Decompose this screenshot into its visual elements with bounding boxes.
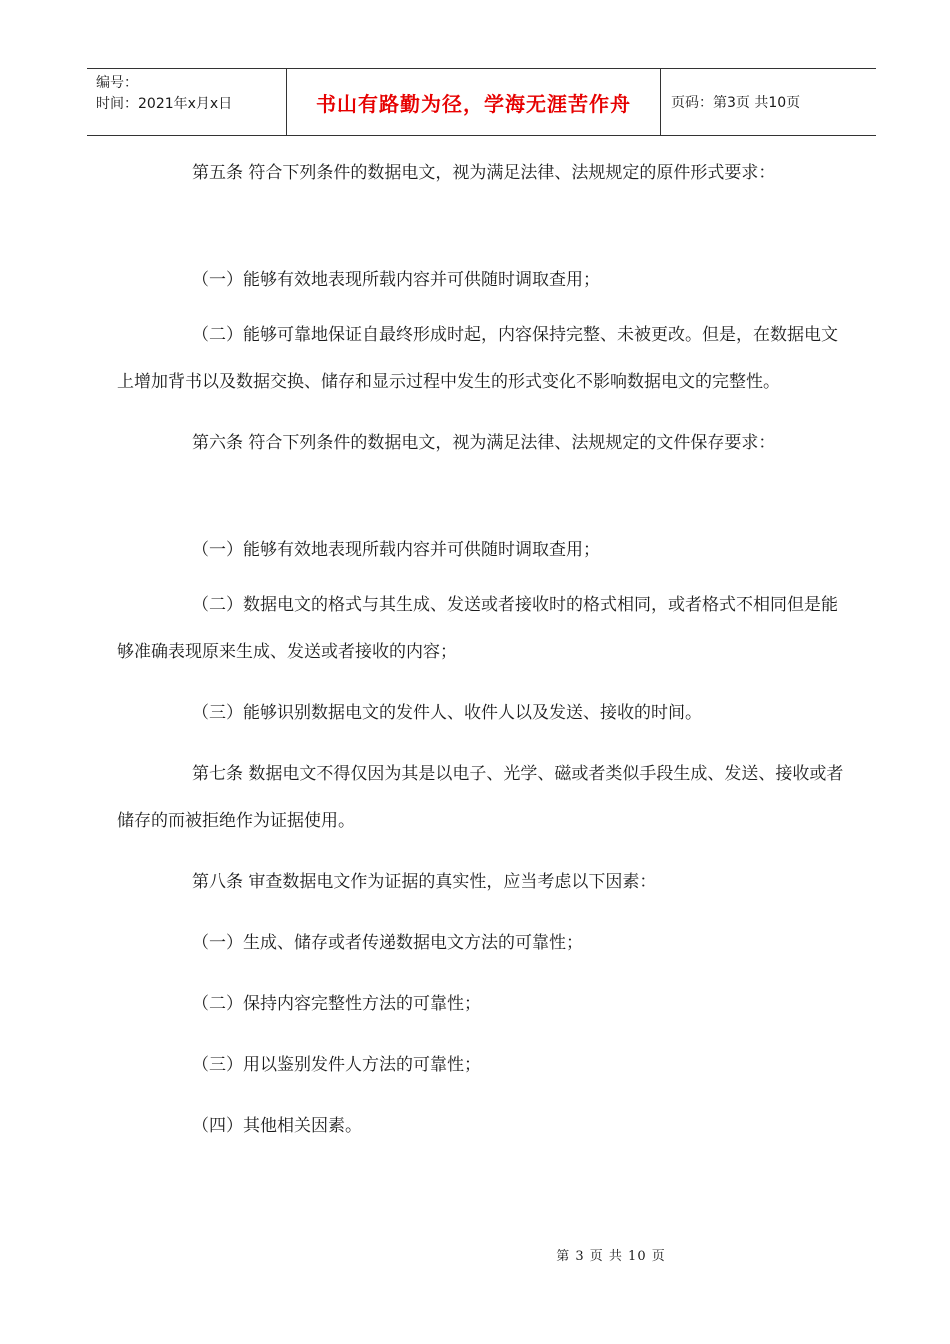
page-footer (0, 1245, 950, 1264)
article-6-item-3: （三）能够识别数据电文的发件人、收件人以及发送、接收的时间。 (192, 703, 702, 723)
article-8-item-3: （三）用以鉴别发件人方法的可靠性； (192, 1055, 481, 1075)
article-5-item-2: （二）能够可靠地保证自最终形成时起，内容保持完整、未被更改。但是，在数据电文上增加背书以及数据交换、储存和显示过程中发生的形式变化不影响数据电文的完整性。 (117, 325, 838, 392)
article-7: 第七条 数据电文不得仅因为其是以电子、光学、磁或者类似手段生成、发送、接收或者储存的而被拒绝作为证据使用。 (117, 764, 844, 831)
document-body (117, 150, 845, 1150)
time-label: 时间：2021年x月x日 (96, 96, 233, 112)
article-8-item-2: （二）保持内容完整性方法的可靠性； (192, 994, 481, 1014)
header-page-info: 页码：第3页 共10页 (671, 95, 801, 111)
article-8: 第八条 审查数据电文作为证据的真实性，应当考虑以下因素： (192, 872, 657, 892)
article-5-item-1: （一）能够有效地表现所载内容并可供随时调取查用； (192, 270, 600, 290)
article-5: 第五条 符合下列条件的数据电文，视为满足法律、法规规定的原件形式要求： (192, 163, 776, 183)
article-6-item-1: （一）能够有效地表现所载内容并可供随时调取查用； (192, 540, 600, 560)
article-8-item-1: （一）生成、储存或者传递数据电文方法的可靠性； (192, 933, 583, 953)
article-8-item-4: （四）其他相关因素。 (192, 1116, 362, 1136)
header-motto: 书山有路勤为径，学海无涯苦作舟 (287, 69, 661, 135)
footer-page-number: 第 3 页 共 10 页 (556, 1249, 666, 1264)
number-label: 编号： (96, 75, 138, 91)
article-6: 第六条 符合下列条件的数据电文，视为满足法律、法规规定的文件保存要求： (192, 433, 776, 453)
article-6-item-2: （二）数据电文的格式与其生成、发送或者接收时的格式相同，或者格式不相同但是能够准确表现原来生成、发送或者接收的内容； (117, 595, 838, 662)
header-meta (87, 69, 287, 135)
page-header (87, 68, 876, 136)
